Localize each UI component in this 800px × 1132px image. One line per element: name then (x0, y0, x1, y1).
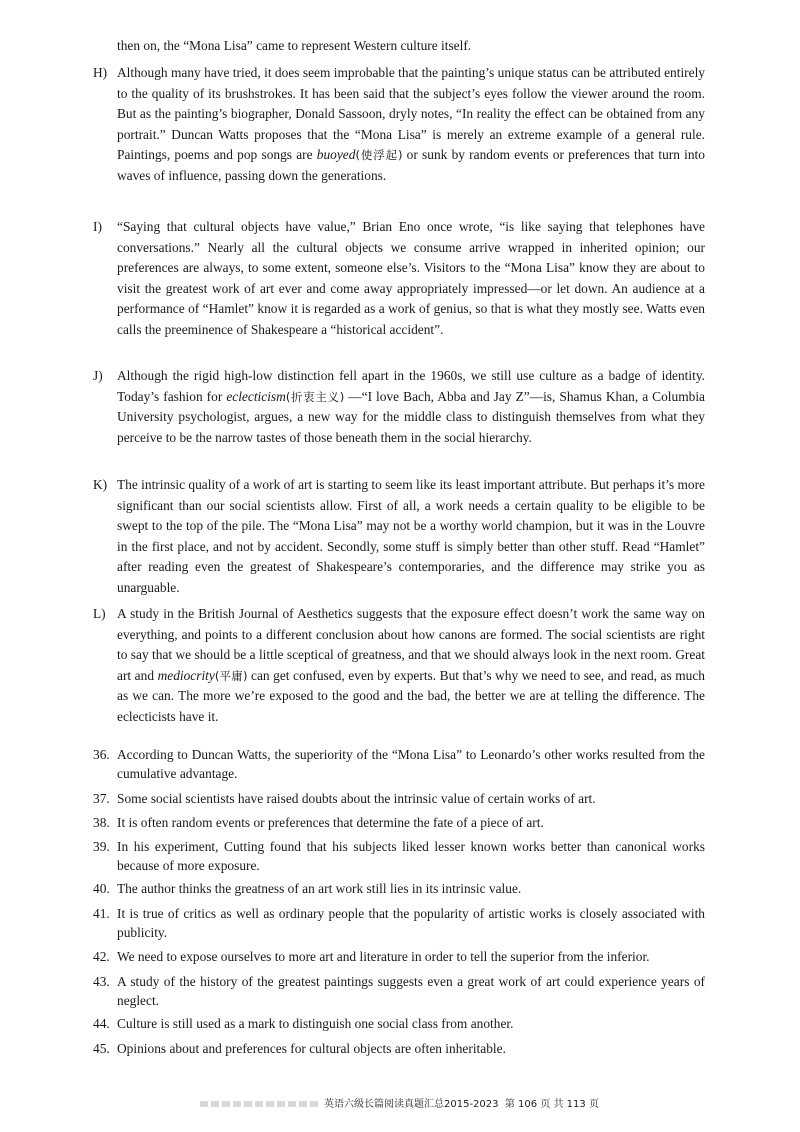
glossed-term: buoyed (316, 147, 356, 162)
question-item (93, 838, 705, 875)
question-number: 42. (93, 949, 110, 964)
glossed-term: mediocrity (157, 667, 215, 683)
question-text: In his experiment, Cutting found that his subjects liked lesser known works better than canonical works because of more exposure. (117, 839, 705, 873)
question-number: 44. (93, 1016, 110, 1031)
question-number: 43. (93, 974, 110, 989)
paragraph-i (93, 217, 705, 340)
page-number: 第 106 页 共 113 页 (504, 1099, 599, 1110)
paragraph-h (93, 63, 705, 186)
footer-title: 英语六级长篇阅读真题汇总2015-2023 (324, 1099, 499, 1110)
chinese-gloss: (平庸) (214, 668, 248, 683)
question-text: It is often random events or preferences that determine the fate of a piece of art. (117, 815, 544, 830)
question-item (93, 1040, 705, 1059)
chinese-gloss: (折衷主义) (285, 389, 345, 404)
question-item (93, 948, 705, 967)
question-number: 39. (93, 839, 110, 854)
paragraph-body: Although the rigid high-low distinction fell apart in the 1960s, we still use culture as a badge of identity. Today’s fashion for eclecticism(折衷主义) —“I love Bach, Abba and Jay Z”—is, Shamus Khan, a Columbia University psychologist, argues, a new way for the middle class to distinguish themselves from what they perceive to be the narrow tastes of those beneath them in the social hierarchy. (117, 368, 705, 445)
question-item (93, 973, 705, 1010)
question-text: Some social scientists have raised doubts about the intrinsic value of certain works of art. (117, 791, 596, 806)
question-text: Culture is still used as a mark to distinguish one social class from another. (117, 1016, 514, 1031)
page-footer (200, 1095, 620, 1110)
continuation-text: then on, the “Mona Lisa” came to represent Western culture itself. (117, 38, 472, 53)
question-text: It is true of critics as well as ordinary people that the popularity of artistic works is closely associated with publicity. (117, 906, 705, 940)
watermark-smudge (200, 1101, 318, 1107)
question-number: 41. (93, 906, 110, 921)
glossed-term: eclecticism (226, 388, 286, 404)
question-number: 40. (93, 881, 110, 896)
question-item (93, 790, 705, 809)
question-text: The author thinks the greatness of an art work still lies in its intrinsic value. (117, 881, 522, 896)
paragraph-label: H) (93, 65, 108, 80)
paragraph-label: L) (93, 606, 106, 621)
question-number: 38. (93, 815, 110, 830)
question-item (93, 905, 705, 942)
paragraph-body: The intrinsic quality of a work of art is starting to seem like its least important attribute. But perhaps it’s more significant than our social scientists allow. First of all, a work needs a certain quality to be eligible to be swept to the top of the pile. The “Mona Lisa” may not be a worthy world champion, but it was in the Louvre in the first place, and not by accident. Secondly, some stuff is simply better than other stuff. Read “Hamlet” after reading even the greatest of Shakespeare’s contemporaries, and the difference may strike you as unarguable. (117, 477, 705, 595)
paragraph-label: I) (93, 219, 102, 234)
question-text: A study of the history of the greatest paintings suggests even a great work of art could experience years of neglect. (117, 974, 705, 1008)
question-text: According to Duncan Watts, the superiority of the “Mona Lisa” to Leonardo’s other works resulted from the cumulative advantage. (117, 747, 705, 781)
question-number: 36. (93, 747, 110, 762)
paragraph-j (93, 366, 705, 448)
question-item (93, 1015, 705, 1034)
question-item (93, 746, 705, 783)
paragraph-k (93, 475, 705, 598)
paragraph-l (93, 604, 705, 727)
question-item (93, 814, 705, 833)
question-text: Opinions about and preferences for cultural objects are often inheritable. (117, 1041, 506, 1056)
paragraph-body: “Saying that cultural objects have value,” Brian Eno once wrote, “is like saying that telephones have conversations.” Nearly all the cultural objects we consume arrive wrapped in inherited opinion; our preferences are always, to some extent, someone else’s. Visitors to the “Mona Lisa” know they are about to visit the greatest work of art ever and come away appropriately impressed—or let down. An audience at a performance of “Hamlet” know it is regarded as a work of genius, so that is what they mostly see. Watts even calls the preeminence of Shakespeare a “historical accident”. (117, 219, 705, 337)
question-number: 37. (93, 791, 110, 806)
paragraph-label: J) (93, 368, 103, 383)
paragraph-body: Although many have tried, it does seem improbable that the painting’s unique status can be attributed entirely to the quality of its brushstrokes. It has been said that the subject’s eyes follow the viewer around the room. But as the painting’s biographer, Donald Sassoon, dryly notes, “In reality the effect can be obtained from any portrait.” Duncan Watts proposes that the “Mona Lisa” is merely an extreme example of a general rule. Paintings, poems and pop songs are buoyed(使浮起) or sunk by random events or preferences that turn into waves of influence, passing down the generations. (117, 65, 705, 183)
paragraph-body: A study in the British Journal of Aesthetics suggests that the exposure effect doesn’t work the same way on everything, and points to a different conclusion about how canons are formed. The social scientists are right to say that we should be a little sceptical of greatness, and that we should always look in the next room. Great art and mediocrity(平庸) can get confused, even by experts. But that’s why we need to see, and read, as much as we can. The more we’re exposed to the good and the bad, the better we are at telling the difference. The eclecticists have it. (117, 606, 705, 724)
question-text: We need to expose ourselves to more art and literature in order to tell the superior from the inferior. (117, 949, 650, 964)
chinese-gloss: (使浮起) (355, 148, 403, 162)
question-item (93, 880, 705, 899)
question-number: 45. (93, 1041, 110, 1056)
paragraph-label: K) (93, 477, 108, 492)
